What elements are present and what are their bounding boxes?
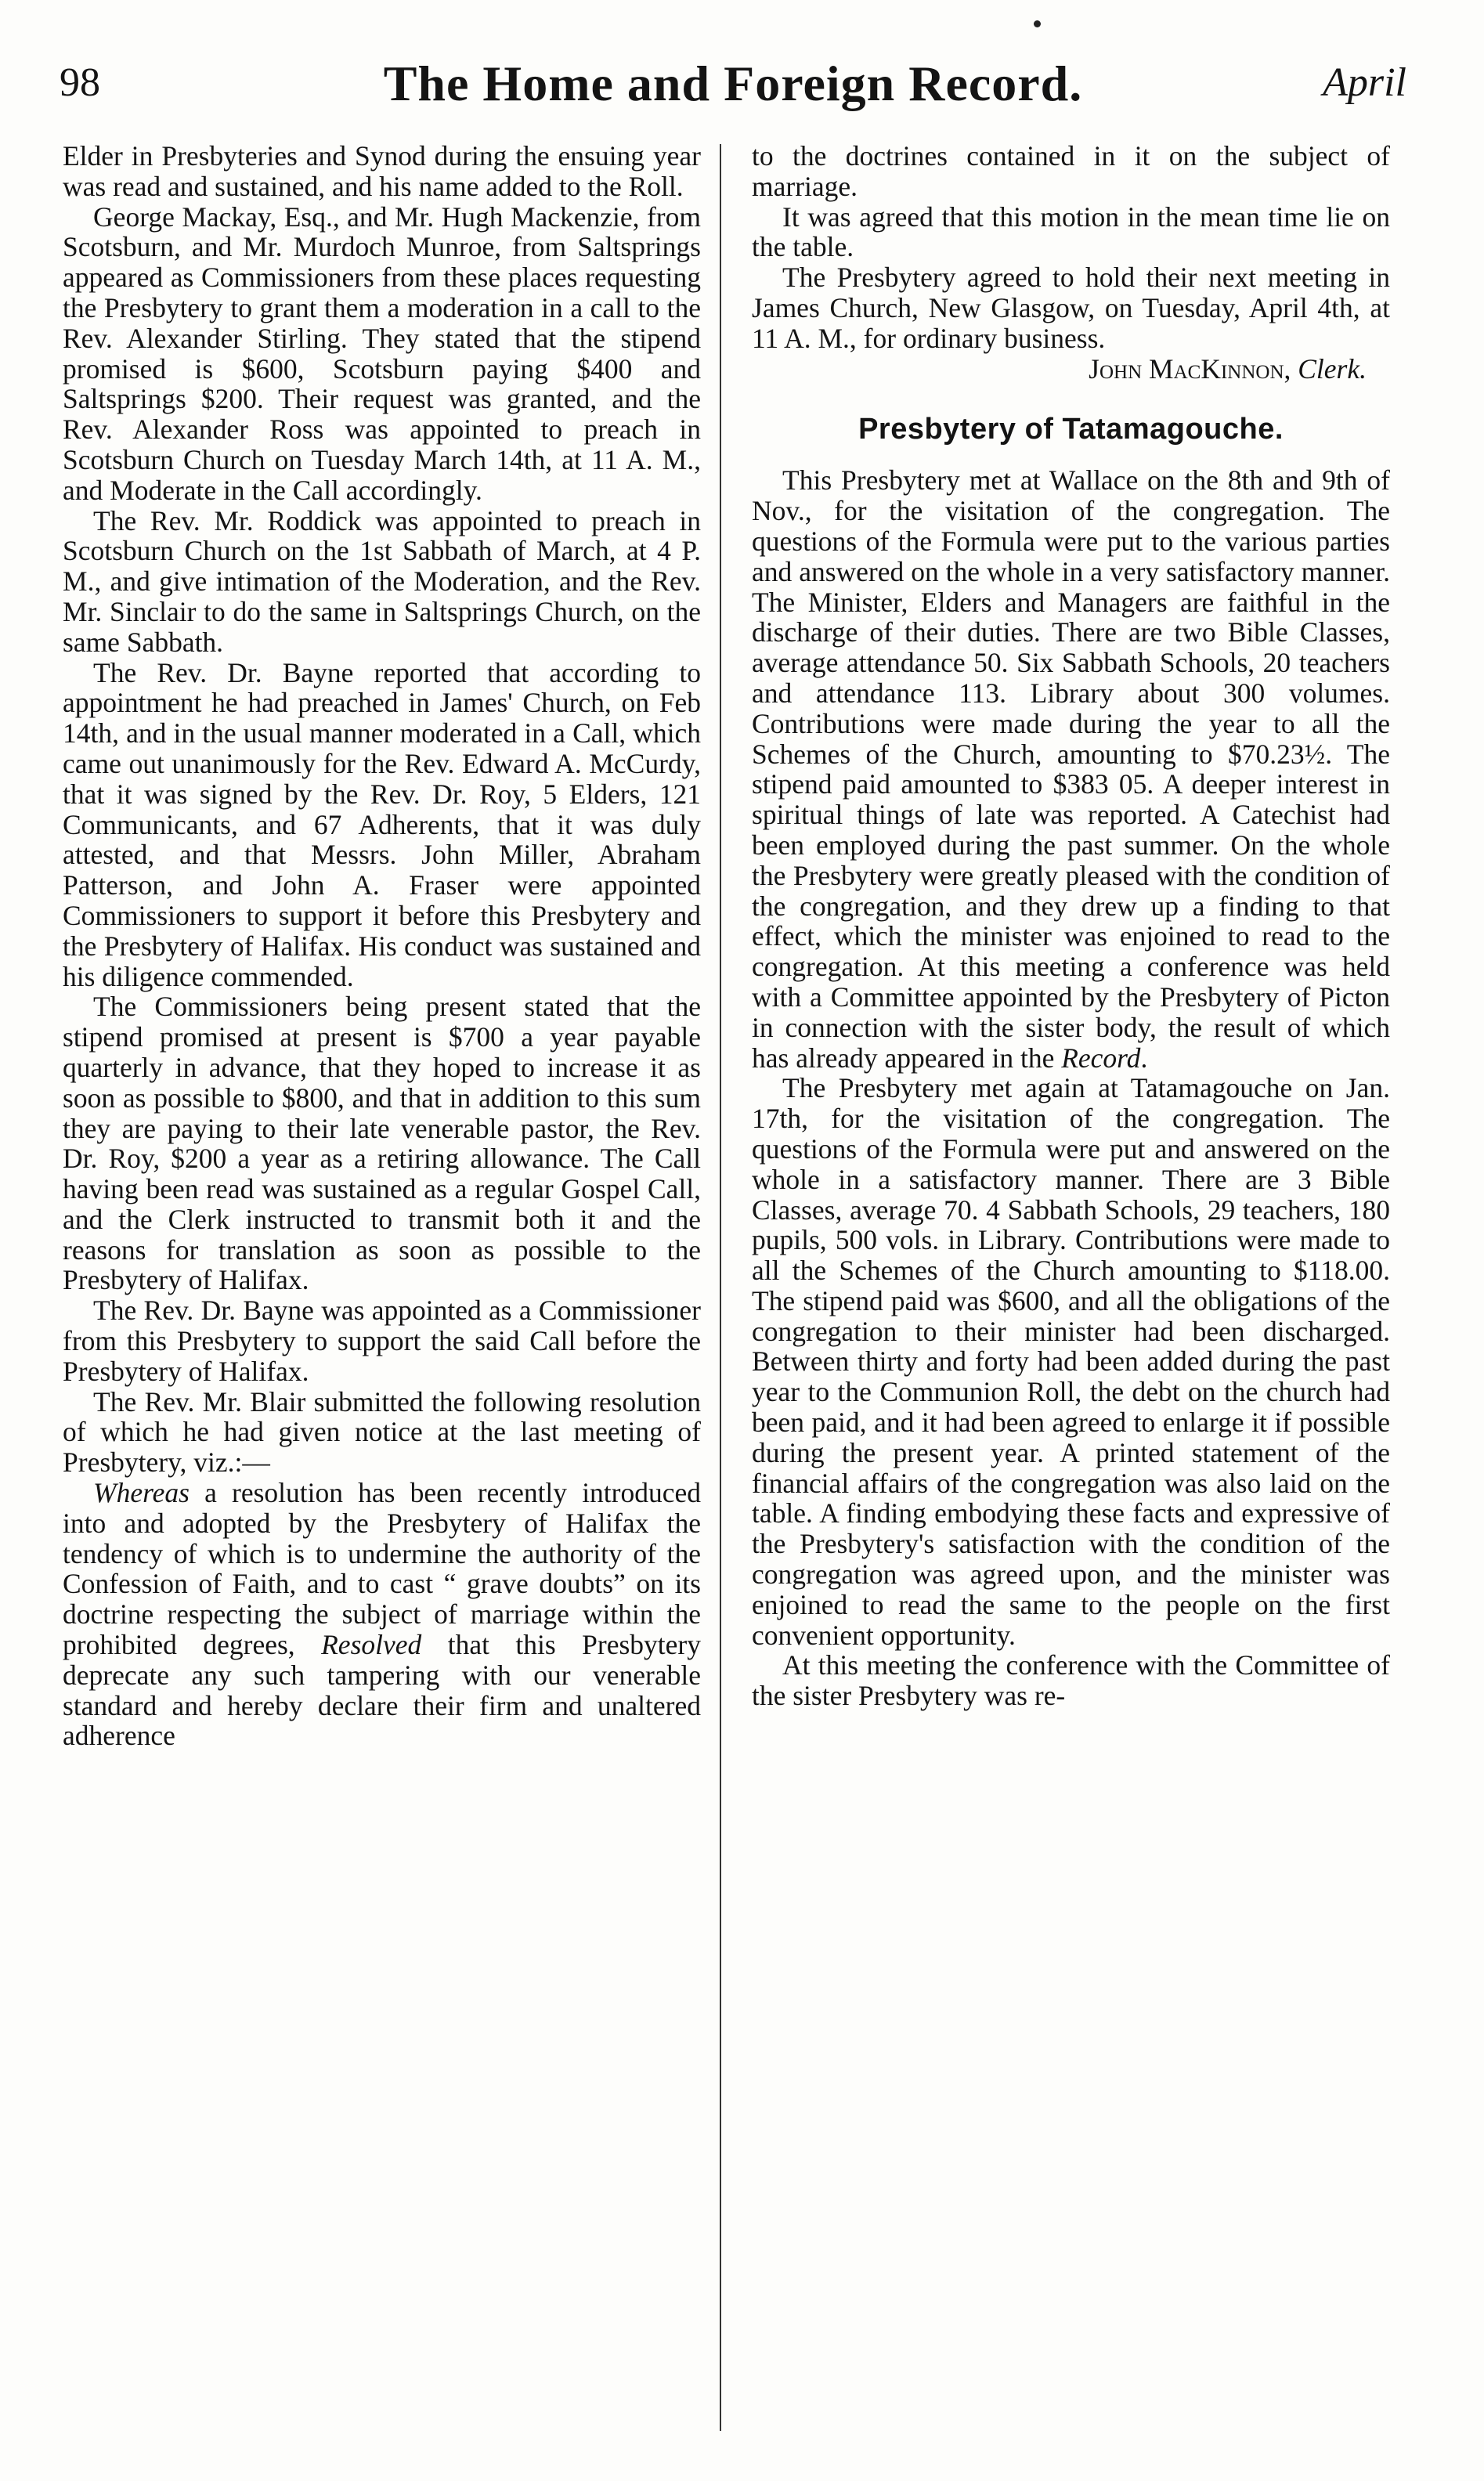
resolution-body: a resolution has been recently introduced into and adopted by the Presbytery of Halifax the tendency of which is to undermine the authority of the Confession of Faith, and to cast “ grave doubts” on its doctrine respecting the subject of marriage within the prohibited degrees, — [63, 1477, 701, 1661]
paragraph: Elder in Presbyteries and Synod during the ensuing year was read and sustained, and his name added to the Roll. — [63, 141, 701, 202]
paragraph: George Mackay, Esq., and Mr. Hugh Mackenzie, from Scotsburn, and Mr. Murdoch Munroe, from Saltsprings appeared as Commissioners from these places requesting the Presbytery to grant them a moderation in a call to the Rev. Alexander Stirling. They stated that the stipend promised is $600, Scotsburn paying $400 and Saltsprings $200. Their request was granted, and the Rev. Alexander Ross was appointed to preach in Scotsburn Church on Tuesday March 14th, at 11 A. M., and Moderate in the Call accordingly. — [63, 200, 701, 506]
paragraph: The Rev. Dr. Bayne reported that according to appointment he had preached in James' Church, on Feb 14th, and in the usual manner moderated in a Call, which came out unanimously for the Rev. Edward A. McCurdy, that it was signed by the Rev. Dr. Roy, 5 Elders, 121 Communicants, and 67 Adherents, that it was duly attested, and that Messrs. John Miller, Abraham Patterson, and John A. Fraser were appointed Commissioners to support it before this Presbytery and the Presbytery of Halifax. His conduct was sustained and his diligence commended. — [63, 656, 701, 992]
paragraph-end: . — [1140, 1042, 1148, 1074]
paragraph: to the doctrines contained in it on the subject of marriage. — [752, 141, 1390, 202]
page-number: 98 — [60, 60, 100, 105]
paragraph: It was agreed that this motion in the mean time lie on the table. — [752, 200, 1390, 263]
issue-month: April — [1323, 60, 1406, 105]
paragraph: The Commissioners being present stated that the stipend promised at present is $700 a year payable quarterly in advance, that they hoped to increase it as soon as possible to $800, and that in addition to this sum they are paying to their late venerable pastor, the Rev. Dr. Roy, $200 a year as a retiring allowance. The Call having been read was sustained as a regular Gospel Call, and the Clerk instructed to transmit both it and the reasons for translation as soon as possible to the Presbytery of Halifax. — [63, 991, 701, 1296]
clerk-name: John MacKinnon — [1089, 352, 1284, 385]
paragraph: At this meeting the conference with the Committee of the sister Presbytery was re- — [752, 1649, 1390, 1712]
resolution-tail: that this Presbytery deprecate any such tampering with our venerable standard and hereby declare their firm and unaltered adherence — [63, 1629, 701, 1752]
clerk-title: Clerk. — [1298, 352, 1367, 385]
journal-title: The Home and Foreign Record. — [383, 56, 1083, 111]
paragraph-text: This Presbytery met at Wallace on the 8th and 9th of Nov., for the visitation of the congregation. The questions of the Formula were put to the various parties and answered on the whole in a very satisfactory manner. The Minister, Elders and Managers are faithful in the discharge of their duties. There are two Bible Classes, average attendance 50. Six Sabbath Schools, 20 teachers and attendance 113. Library about 300 volumes. Contributions were made during the year to all the Schemes of the Church, amounting to $70.23½. The stipend paid amounted to $383 05. A deeper interest in spiritual things of late was reported. A Catechist had been employed during the past summer. On the whole the Presbytery were greatly pleased with the condition of the congregation, and they drew up a finding to that effect, which the minister was enjoined to read to the congregation. At this meeting a conference was held with a Committee appointed by the Presbytery of Picton in connection with the sister body, the result of which has already appeared in the — [752, 464, 1390, 1074]
clerk-signature: John MacKinnon, Clerk. — [1089, 352, 1367, 385]
record-title: Record — [1061, 1042, 1141, 1074]
section-heading: Presbytery of Tatamagouche. — [858, 413, 1284, 446]
paragraph — [752, 465, 1390, 1073]
right-column — [752, 141, 1390, 2459]
column-divider — [720, 144, 721, 2431]
resolution-lead: Whereas — [93, 1477, 190, 1509]
page-header — [60, 52, 1406, 138]
paragraph: The Presbytery met again at Tatamagouche on Jan. 17th, for the visitation of the congregation. The questions of the Formula were put and answered on the whole in a satisfactory manner. There are 3 Bible Classes, average 70. 4 Sabbath Schools, 29 teachers, 180 pupils, 500 vols. in Library. Contributions were made to all the Schemes of the Church amounting to $118.00. The stipend paid was $600, and all the obligations of the congregation to their minister had been discharged. Between thirty and forty had been added during the past year to the Communion Roll, the debt on the church had been paid, and it had been agreed to enlarge it if possible during the present year. A printed statement of the financial affairs of the congregation was also laid on the table. A finding embodying these facts and expressive of the Presbytery's satisfaction with the condition of the congregation was agreed upon, and the minister was enjoined to read the same to the people on the first convenient opportunity. — [752, 1072, 1390, 1651]
left-column — [63, 141, 701, 2459]
paragraph: The Presbytery agreed to hold their next meeting in James Church, New Glasgow, on Tuesday, April 4th, at 11 A. M., for ordinary business. — [752, 262, 1390, 354]
resolution-paragraph — [63, 1478, 701, 1751]
paragraph: The Rev. Mr. Blair submitted the following resolution of which he had given notice at the last meeting of Presbytery, viz.:— — [63, 1385, 701, 1479]
paragraph: The Rev. Mr. Roddick was appointed to preach in Scotsburn Church on the 1st Sabbath of March, at 4 P. M., and give intimation of the Moderation, and the Rev. Mr. Sinclair to do the same in Saltsprings Church, on the same Sabbath. — [63, 504, 701, 658]
resolved-word: Resolved — [321, 1629, 422, 1661]
paragraph: The Rev. Dr. Bayne was appointed as a Commissioner from this Presbytery to support the said Call before the Presbytery of Halifax. — [63, 1295, 701, 1387]
ink-dot — [1034, 20, 1041, 27]
